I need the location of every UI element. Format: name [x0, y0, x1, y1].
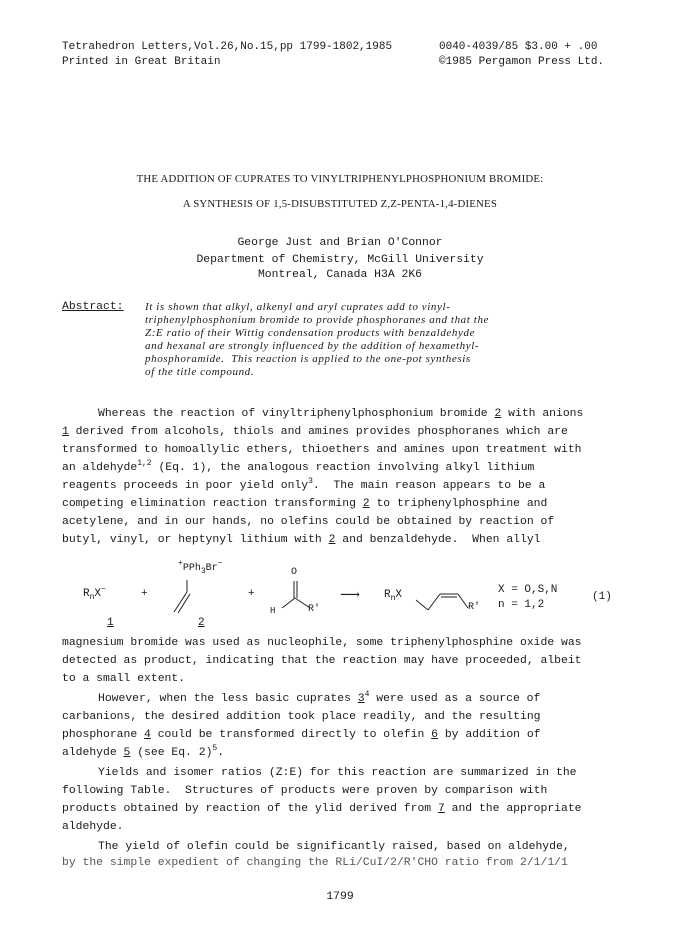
- condition-n: n = 1,2: [498, 599, 545, 611]
- equation-number: (1): [592, 591, 612, 603]
- body-line: magnesium bromide was used as nucleophile, some triphenylphosphine oxide was: [62, 637, 582, 649]
- compound-label-2: 2: [198, 617, 205, 629]
- body-line: aldehyde 5 (see Eq. 2)$^5$.: [62, 744, 225, 759]
- abstract-line: Z:E ratio of their Wittig condensation products with benzaldehyde: [145, 327, 476, 339]
- title-line-1: THE ADDITION OF CUPRATES TO VINYLTRIPHENYLPHOSPHONIUM BROMIDE:: [136, 173, 544, 185]
- journal-citation: Tetrahedron Letters,Vol.26,No.15,pp 1799-1802,1985: [62, 41, 393, 53]
- reaction-arrow: ⟶: [340, 588, 361, 603]
- body-line: to a small extent.: [62, 673, 186, 685]
- body-line: detected as product, indicating that the reaction may have proceeded, albeit: [62, 655, 582, 667]
- abstract-label: Abstract:: [62, 301, 124, 313]
- diene-product-structure: [414, 582, 474, 614]
- body-line: However, when the less basic cuprates $3^4$ were used as a source of: [98, 690, 541, 705]
- printed-location: Printed in Great Britain: [62, 56, 221, 68]
- body-line: competing elimination reaction transforming 2 to triphenylphosphine and: [62, 498, 548, 510]
- body-line: aldehyde.: [62, 821, 124, 833]
- product-rx: $R_nX$: [384, 589, 403, 603]
- authors: George Just and Brian O'Connor: [237, 237, 443, 249]
- issn-price: 0040-4039/85 $3.00 + .00: [439, 41, 598, 53]
- body-line: by the simple expedient of changing the RLi/CuI/2/R'CHO ratio from 2/1/1/1: [62, 857, 568, 869]
- reagent-anion: $R_nX^-$: [83, 585, 106, 602]
- plus-sign: +: [141, 588, 148, 600]
- vinyl-structure: [170, 576, 210, 616]
- copyright: ©1985 Pergamon Press Ltd.: [439, 56, 605, 68]
- aldehyde-oxygen: O: [291, 567, 298, 578]
- aldehyde-h: H: [270, 606, 276, 616]
- abstract-line: triphenylphosphonium bromide to provide phosphoranes and that the: [145, 314, 490, 326]
- body-line: butyl, vinyl, or heptynyl lithium with 2 and benzaldehyde. When allyl: [62, 534, 541, 546]
- body-line: Whereas the reaction of vinyltriphenylphosphonium bromide 2 with anions: [98, 408, 584, 420]
- body-line: phosphorane 4 could be transformed directly to olefin 6 by addition of: [62, 729, 541, 741]
- body-line: transformed to homoallylic ethers, thioethers and amines upon treatment with: [62, 444, 582, 456]
- page-number: 1799: [326, 891, 354, 903]
- equation-1: [0, 560, 680, 630]
- body-line: acetylene, and in our hands, no olefins could be obtained by reaction of: [62, 516, 555, 528]
- product-r: R': [468, 602, 481, 613]
- body-line: an aldehyde$^{1,2}$ (Eq. 1), the analogous reaction involving alkyl lithium: [62, 459, 535, 474]
- body-line: carbanions, the desired addition took place readily, and the resulting: [62, 711, 541, 723]
- affiliation-dept: Department of Chemistry, McGill University: [196, 254, 484, 266]
- abstract-line: It is shown that alkyl, alkenyl and aryl cuprates add to vinyl-: [145, 301, 451, 313]
- phosphonium-label: +PPh$_3$Br−: [178, 559, 223, 576]
- condition-x: X = O,S,N: [498, 584, 558, 596]
- body-line: 1 derived from alcohols, thiols and amines provides phosphoranes which are: [62, 426, 568, 438]
- title-line-2: A SYNTHESIS OF 1,5-DISUBSTITUTED Z,Z-PENTA-1,4-DIENES: [182, 198, 498, 210]
- body-line: The yield of olefin could be significantly raised, based on aldehyde,: [98, 841, 570, 853]
- body-line: following Table. Structures of products were proven by comparison with: [62, 785, 548, 797]
- body-line: reagents proceeds in poor yield only$^3$. The main reason appears to be a: [62, 477, 546, 492]
- body-line: Yields and isomer ratios (Z:E) for this reaction are summarized in the: [98, 767, 577, 779]
- compound-label-1: 1: [107, 617, 114, 629]
- abstract-line: phosphoramide. This reaction is applied to the one-pot synthesis: [145, 353, 471, 365]
- abstract-line: of the title compound.: [145, 366, 255, 378]
- aldehyde-r: R': [308, 604, 321, 615]
- affiliation-city: Montreal, Canada H3A 2K6: [257, 269, 423, 281]
- abstract-line: and hexanal are strongly influenced by the addition of hexamethyl-: [145, 340, 480, 352]
- plus-sign: +: [248, 588, 255, 600]
- body-line: products obtained by reaction of the ylid derived from 7 and the appropriate: [62, 803, 582, 815]
